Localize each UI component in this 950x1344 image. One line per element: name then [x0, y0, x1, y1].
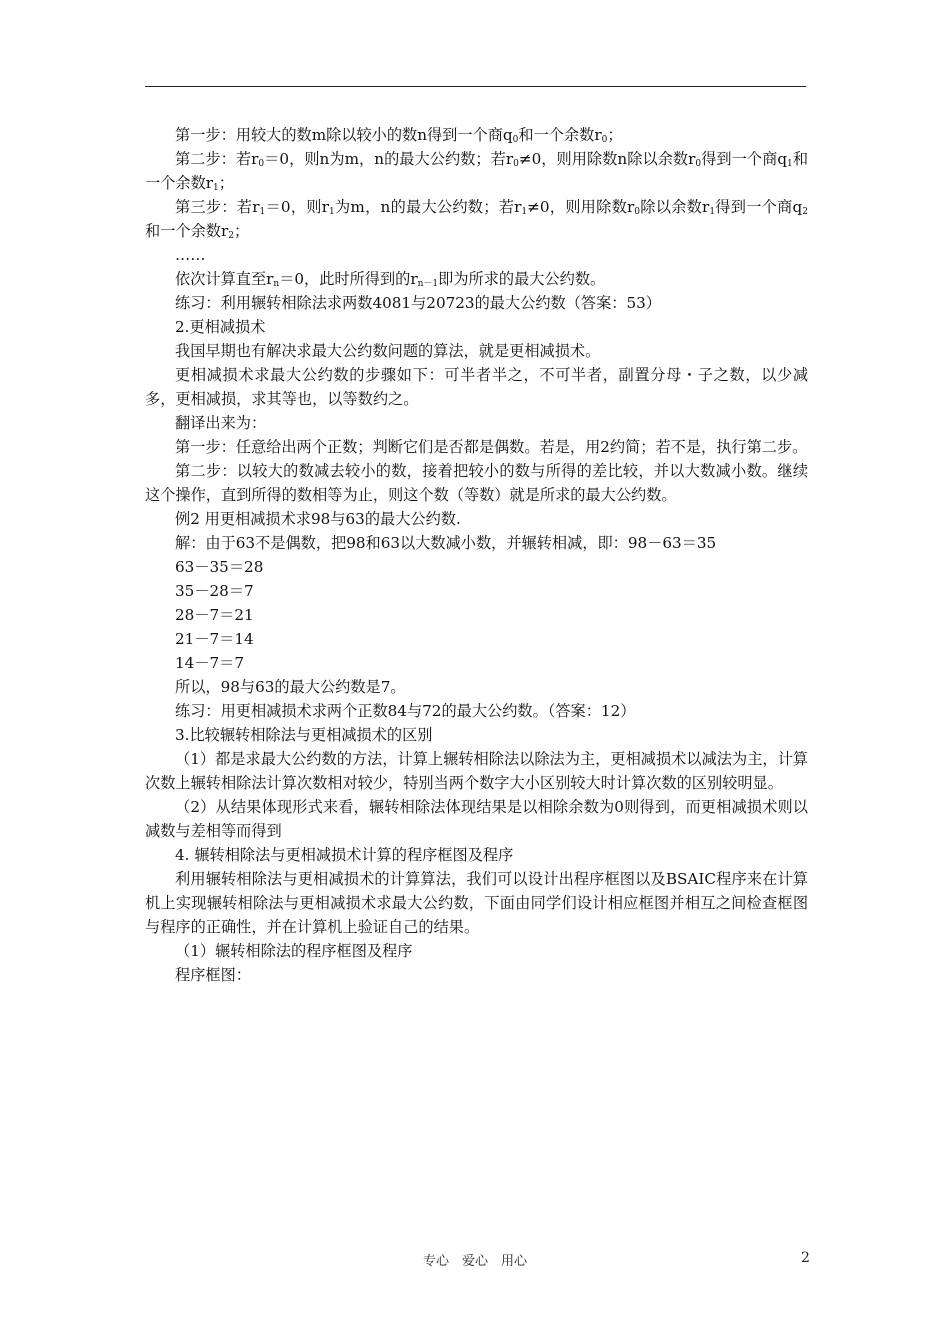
- body-paragraph: 第二步：若$r_0=0$，则n为m，n的最大公约数；若$r_0\ne 0$，则用除数n除以余数$r_0$得到一个商$q_1$和一个余数$r_1$；: [145, 150, 809, 193]
- body-paragraph: 63－35＝28: [175, 558, 264, 576]
- body-paragraph: 练习：利用辗转相除法求两数4081与20723的最大公约数（答案：53）: [175, 294, 661, 312]
- page-footer: 专心 爱心 用心: [422, 1254, 527, 1269]
- body-paragraph: 3.比较辗转相除法与更相减损术的区别: [175, 726, 433, 744]
- body-paragraph: 更相减损术求最大公约数的步骤如下：可半者半之，不可半者，副置分母・子之数，以少减多，更相减损，求其等也，以等数约之。: [145, 366, 808, 408]
- header-rule: [145, 86, 806, 87]
- body-paragraph: 我国早期也有解决求最大公约数问题的算法，就是更相减损术。: [175, 342, 601, 360]
- body-paragraph: 14－7＝7: [175, 654, 245, 672]
- page-number: 2: [801, 1250, 810, 1266]
- body-paragraph: 解：由于63不是偶数，把98和63以大数减小数，并辗转相减，即：98－63＝35: [175, 534, 717, 552]
- body-paragraph: ……: [175, 246, 206, 264]
- body-paragraph: 程序框图：: [175, 966, 251, 984]
- body-paragraph: 第一步：任意给出两个正数；判断它们是否都是偶数。若是，用2约简；若不是，执行第二步。: [175, 438, 808, 456]
- body-paragraph: 28－7＝21: [175, 606, 254, 624]
- body-paragraph: 2.更相减损术: [175, 318, 266, 336]
- body-paragraph: （1）都是求最大公约数的方法，计算上辗转相除法以除法为主，更相减损术以减法为主，计算次数上辗转相除法计算次数相对较少，特别当两个数字大小区别较大时计算次数的区别较明显。: [145, 750, 808, 792]
- body-paragraph: 翻译出来为：: [175, 414, 267, 432]
- document-body: [145, 123, 808, 987]
- body-paragraph: 依次计算直至$r_n=0$，此时所得到的$r_{n-1}$即为所求的最大公约数。: [175, 270, 606, 289]
- body-paragraph: 第二步：以较大的数减去较小的数，接着把较小的数与所得的差比较，并以大数减小数。继续这个操作，直到所得的数相等为止，则这个数（等数）就是所求的最大公约数。: [145, 462, 808, 504]
- body-paragraph: 4. 辗转相除法与更相减损术计算的程序框图及程序: [175, 846, 514, 864]
- body-paragraph: 21－7＝14: [175, 630, 254, 648]
- body-paragraph: 例2 用更相减损术求98与63的最大公约数.: [175, 510, 461, 528]
- body-paragraph: （2）从结果体现形式来看，辗转相除法体现结果是以相除余数为0则得到，而更相减损术则以减数与差相等而得到: [145, 798, 808, 840]
- body-paragraph: 第三步：若$r_1=0$，则$r_1$为m，n的最大公约数；若$r_1\ne 0$，则用除数$r_0$除以余数$r_1$得到一个商$q_2$和一个余数$r_2$；: [145, 198, 808, 241]
- body-paragraph: 35－28＝7: [175, 582, 254, 600]
- body-paragraph: 第一步：用较大的数m除以较小的数n得到一个商$q_0$和一个余数$r_0$；: [175, 126, 623, 145]
- body-paragraph: （1）辗转相除法的程序框图及程序: [175, 942, 413, 960]
- body-paragraph: 利用辗转相除法与更相减损术的计算算法，我们可以设计出程序框图以及BSAIC程序来在计算机上实现辗转相除法与更相减损术求最大公约数，下面由同学们设计相应框图并相互之间检查框图与程序的正确性，并在计算机上验证自己的结果。: [145, 870, 808, 936]
- body-paragraph: 练习：用更相减损术求两个正数84与72的最大公约数。（答案：12）: [175, 702, 636, 720]
- body-paragraph: 所以，98与63的最大公约数是7。: [175, 678, 406, 696]
